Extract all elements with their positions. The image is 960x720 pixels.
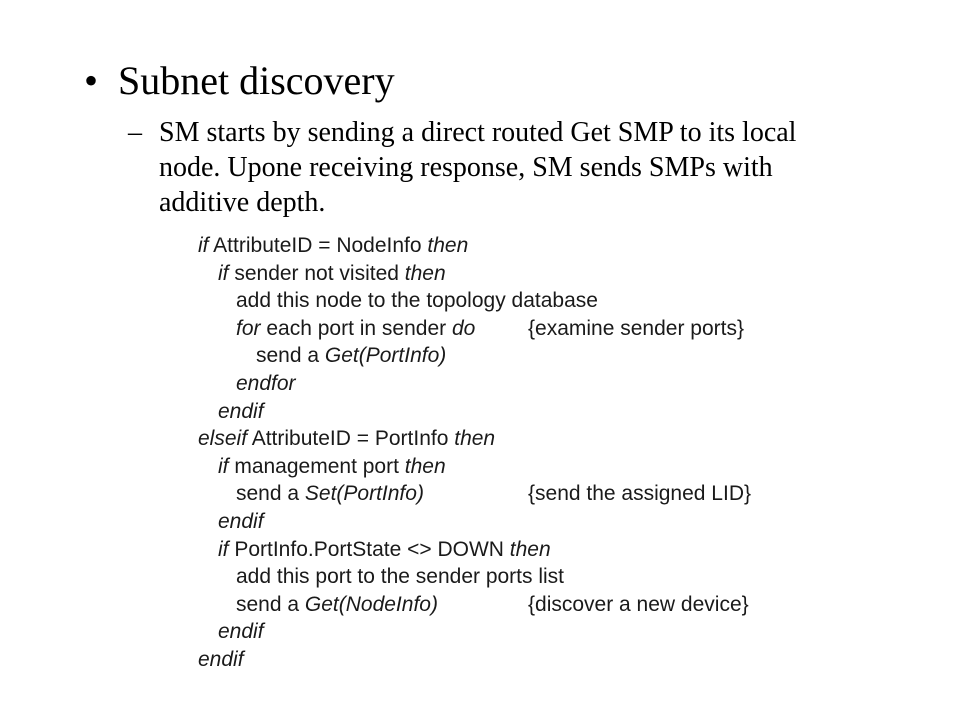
code-text: send a xyxy=(236,592,305,616)
code-line xyxy=(198,232,838,260)
code-line xyxy=(198,646,838,674)
bullet-symbol: • xyxy=(84,58,99,103)
code-text: add this port to the sender ports list xyxy=(236,565,565,589)
code-comment: {examine sender ports} xyxy=(528,316,744,340)
code-line xyxy=(198,453,838,481)
code-text: AttributeID = NodeInfo xyxy=(208,234,428,257)
code-comment: {discover a new device} xyxy=(528,592,749,616)
code-keyword: then xyxy=(454,427,496,451)
code-text: send a xyxy=(236,482,305,506)
code-keyword: then xyxy=(509,537,551,561)
code-line xyxy=(198,618,838,646)
bullet-title: Subnet discovery xyxy=(118,58,395,103)
code-text: send a xyxy=(256,344,325,368)
code-text: AttributeID = PortInfo xyxy=(247,427,455,451)
code-line xyxy=(198,480,838,508)
code-keyword: Get(PortInfo) xyxy=(324,344,447,368)
code-line xyxy=(198,260,838,288)
code-text: each port in sender xyxy=(260,316,452,340)
code-keyword: do xyxy=(451,316,476,340)
pseudocode-block xyxy=(198,232,838,674)
code-text: add this node to the topology database xyxy=(236,289,598,313)
code-line xyxy=(198,315,838,343)
code-keyword: if xyxy=(198,234,209,257)
code-line xyxy=(198,398,838,426)
subbullet-text: SM starts by sending a direct routed Get SMP to its local node. Upone receiving response, SM sends SMPs with additive depth. xyxy=(159,117,797,218)
code-keyword: Set(PortInfo) xyxy=(304,482,424,506)
code-line xyxy=(198,287,838,315)
subbullet-item xyxy=(128,115,858,220)
code-line xyxy=(198,508,838,536)
bullet-item xyxy=(84,55,395,107)
code-line xyxy=(198,536,838,564)
code-keyword: endif xyxy=(198,647,244,671)
code-keyword: endif xyxy=(218,509,264,533)
code-keyword: Get(NodeInfo) xyxy=(304,592,438,616)
code-text: management port xyxy=(228,454,405,478)
code-keyword: then xyxy=(427,234,469,257)
code-text: PortInfo.PortState <> DOWN xyxy=(228,537,510,561)
code-text: sender not visited xyxy=(228,261,405,285)
code-keyword: endif xyxy=(218,399,264,423)
code-comment: {send the assigned LID} xyxy=(528,482,752,506)
code-line xyxy=(198,563,838,591)
subbullet-symbol: – xyxy=(128,117,142,148)
code-line xyxy=(198,425,838,453)
code-keyword: then xyxy=(404,454,446,478)
code-keyword: if xyxy=(218,261,229,285)
code-keyword: if xyxy=(218,454,229,478)
code-line xyxy=(198,342,838,370)
code-keyword: endif xyxy=(218,620,264,644)
code-keyword: then xyxy=(404,261,446,285)
code-keyword: if xyxy=(218,537,229,561)
code-keyword: for xyxy=(236,316,261,340)
code-keyword: elseif xyxy=(198,427,248,451)
code-keyword: endfor xyxy=(236,371,296,395)
code-line xyxy=(198,370,838,398)
code-line xyxy=(198,591,838,619)
